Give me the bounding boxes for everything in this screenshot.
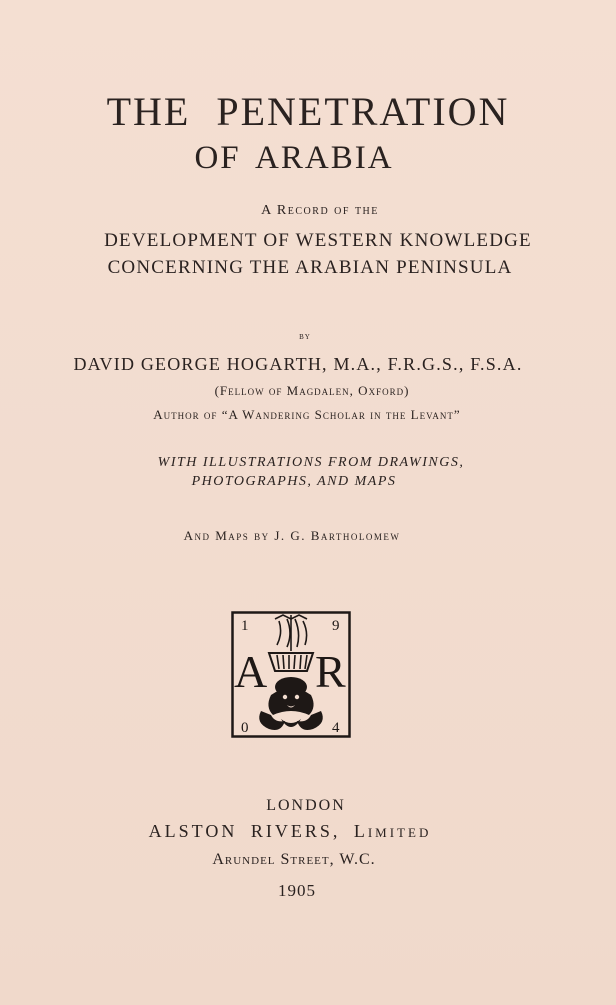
imprint-year: 1905 <box>278 881 316 900</box>
illustrations-note-line-1: WITH ILLUSTRATIONS FROM DRAWINGS, <box>157 455 465 470</box>
emblem-monogram-r: R <box>315 646 346 697</box>
book-title-line-2: OF ARABIA <box>194 140 394 176</box>
author-previous-work: Author of “A Wandering Scholar in the Levant” <box>153 407 461 422</box>
maps-credit: And Maps by J. G. Bartholomew <box>183 528 401 543</box>
book-title-line-1: THE PENETRATION <box>106 89 510 134</box>
imprint-street: Arundel Street, W.C. <box>212 851 376 868</box>
author-affiliation: (Fellow of Magdalen, Oxford) <box>214 383 410 398</box>
subtitle-line-3: CONCERNING THE ARABIAN PENINSULA <box>107 257 513 278</box>
subtitle-line-2: DEVELOPMENT OF WESTERN KNOWLEDGE <box>104 230 532 251</box>
author-name: DAVID GEORGE HOGARTH, M.A., F.R.G.S., F.S.A. <box>73 354 523 374</box>
emblem-corner-tl: 1 <box>241 618 249 634</box>
imprint-city: LONDON <box>266 797 346 814</box>
emblem-corner-bl: 0 <box>241 720 249 736</box>
subtitle-line-1: A Record of the <box>261 203 379 218</box>
emblem-corner-br: 4 <box>332 720 340 736</box>
publisher-device-icon <box>231 611 351 738</box>
emblem-monogram-a: A <box>234 646 268 697</box>
illustrations-note-line-2: PHOTOGRAPHS, AND MAPS <box>191 474 397 489</box>
imprint-publisher <box>0 821 598 842</box>
publisher-name: ALSTON RIVERS, <box>148 821 341 841</box>
emblem-corner-tr: 9 <box>332 618 340 634</box>
publisher-suffix: Limited <box>353 821 432 841</box>
by-label: by <box>299 331 311 342</box>
